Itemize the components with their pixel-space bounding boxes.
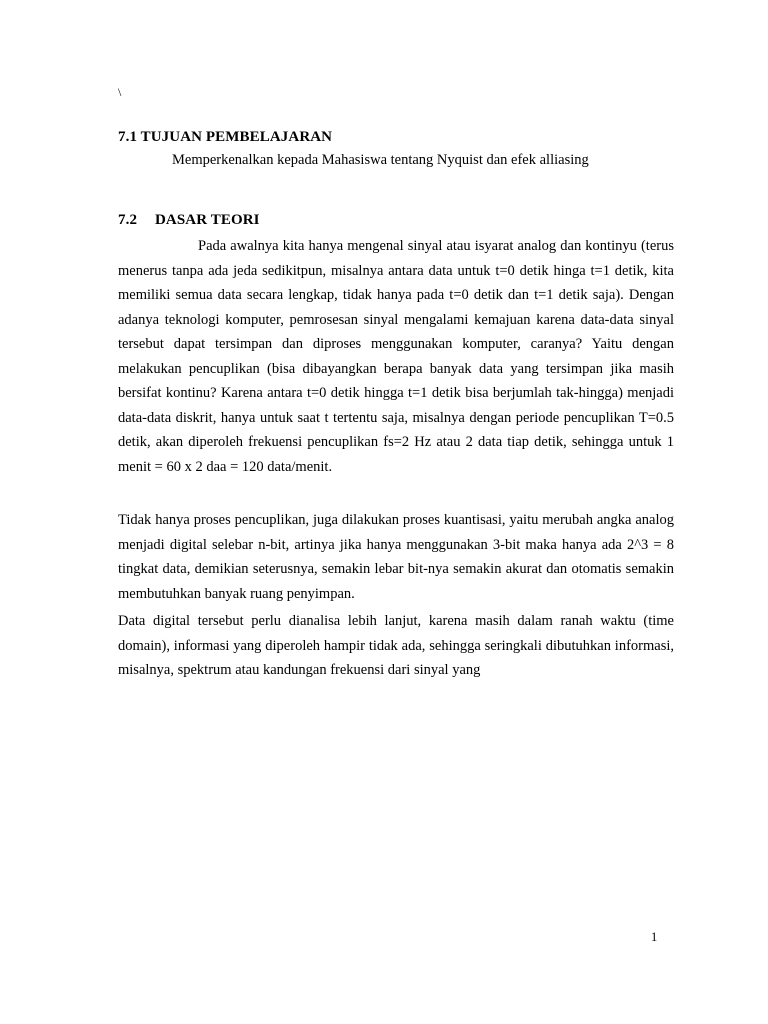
objective-item: [118, 151, 592, 169]
paragraph-sampling: Pada awalnya kita hanya mengenal sinyal atau isyarat analog dan kontinyu (terus menerus tanpa ada jeda sedikitpun, misalnya antara data untuk t=0 detik hinga t=1 detik, kita memiliki semua data secara lengkap, tidak hanya pada t=0 detik dan t=1 detik saja). Dengan adanya teknologi komputer, pemrosesan sinyal mengalami kemajuan karena data-data sinyal tersebut dapat tersimpan dan diproses menggunakan komputer, caranya? Yaitu dengan melakukan pencuplikan (bisa dibayangkan berapa banyak data yang tersimpan jika masih bersifat kontinu? Karena antara t=0 detik hingga t=1 detik bisa berjumlah tak-hingga) menjadi data-data diskrit, hanya untuk saat t tertentu saja, misalnya dengan periode pencuplikan T=0.5 detik, akan diperoleh frekuensi pencuplikan fs=2 Hz atau 2 data tiap detik, sehingga untuk 1 menit = 60 x 2 daa = 120 data/menit.: [118, 238, 674, 475]
section-heading-objectives: 7.1 TUJUAN PEMBELAJARAN: [118, 129, 333, 145]
bullet-icon: [118, 151, 128, 163]
section-number: 7.2: [118, 212, 138, 228]
page-number: 1: [651, 930, 658, 944]
section-title: DASAR TEORI: [155, 212, 260, 228]
paragraph-quantization: Tidak hanya proses pencuplikan, juga dilakukan proses kuantisasi, yaitu merubah angka analog menjadi digital selebar n-bit, artinya jika hanya menggunakan 3-bit maka hanya ada 2^3 = 8 tingkat data, demikian seterusnya, semakin lebar bit-nya semakin akurat dan otomatis semakin membutuhkan banyak ruang penyimpan.: [118, 512, 674, 602]
paragraph-analysis: Data digital tersebut perlu dianalisa lebih lanjut, karena masih dalam ranah waktu (time domain), informasi yang diperoleh hampir tidak ada, sehingga seringkali dibutuhkan informasi, misalnya, spektrum atau kandungan frekuensi dari sinyal yang: [118, 613, 674, 678]
objective-text: Memperkenalkan kepada Mahasiswa tentang Nyquist dan efek alliasing: [172, 152, 589, 168]
top-mark: \: [118, 85, 122, 99]
section-heading-theory: [118, 211, 260, 229]
